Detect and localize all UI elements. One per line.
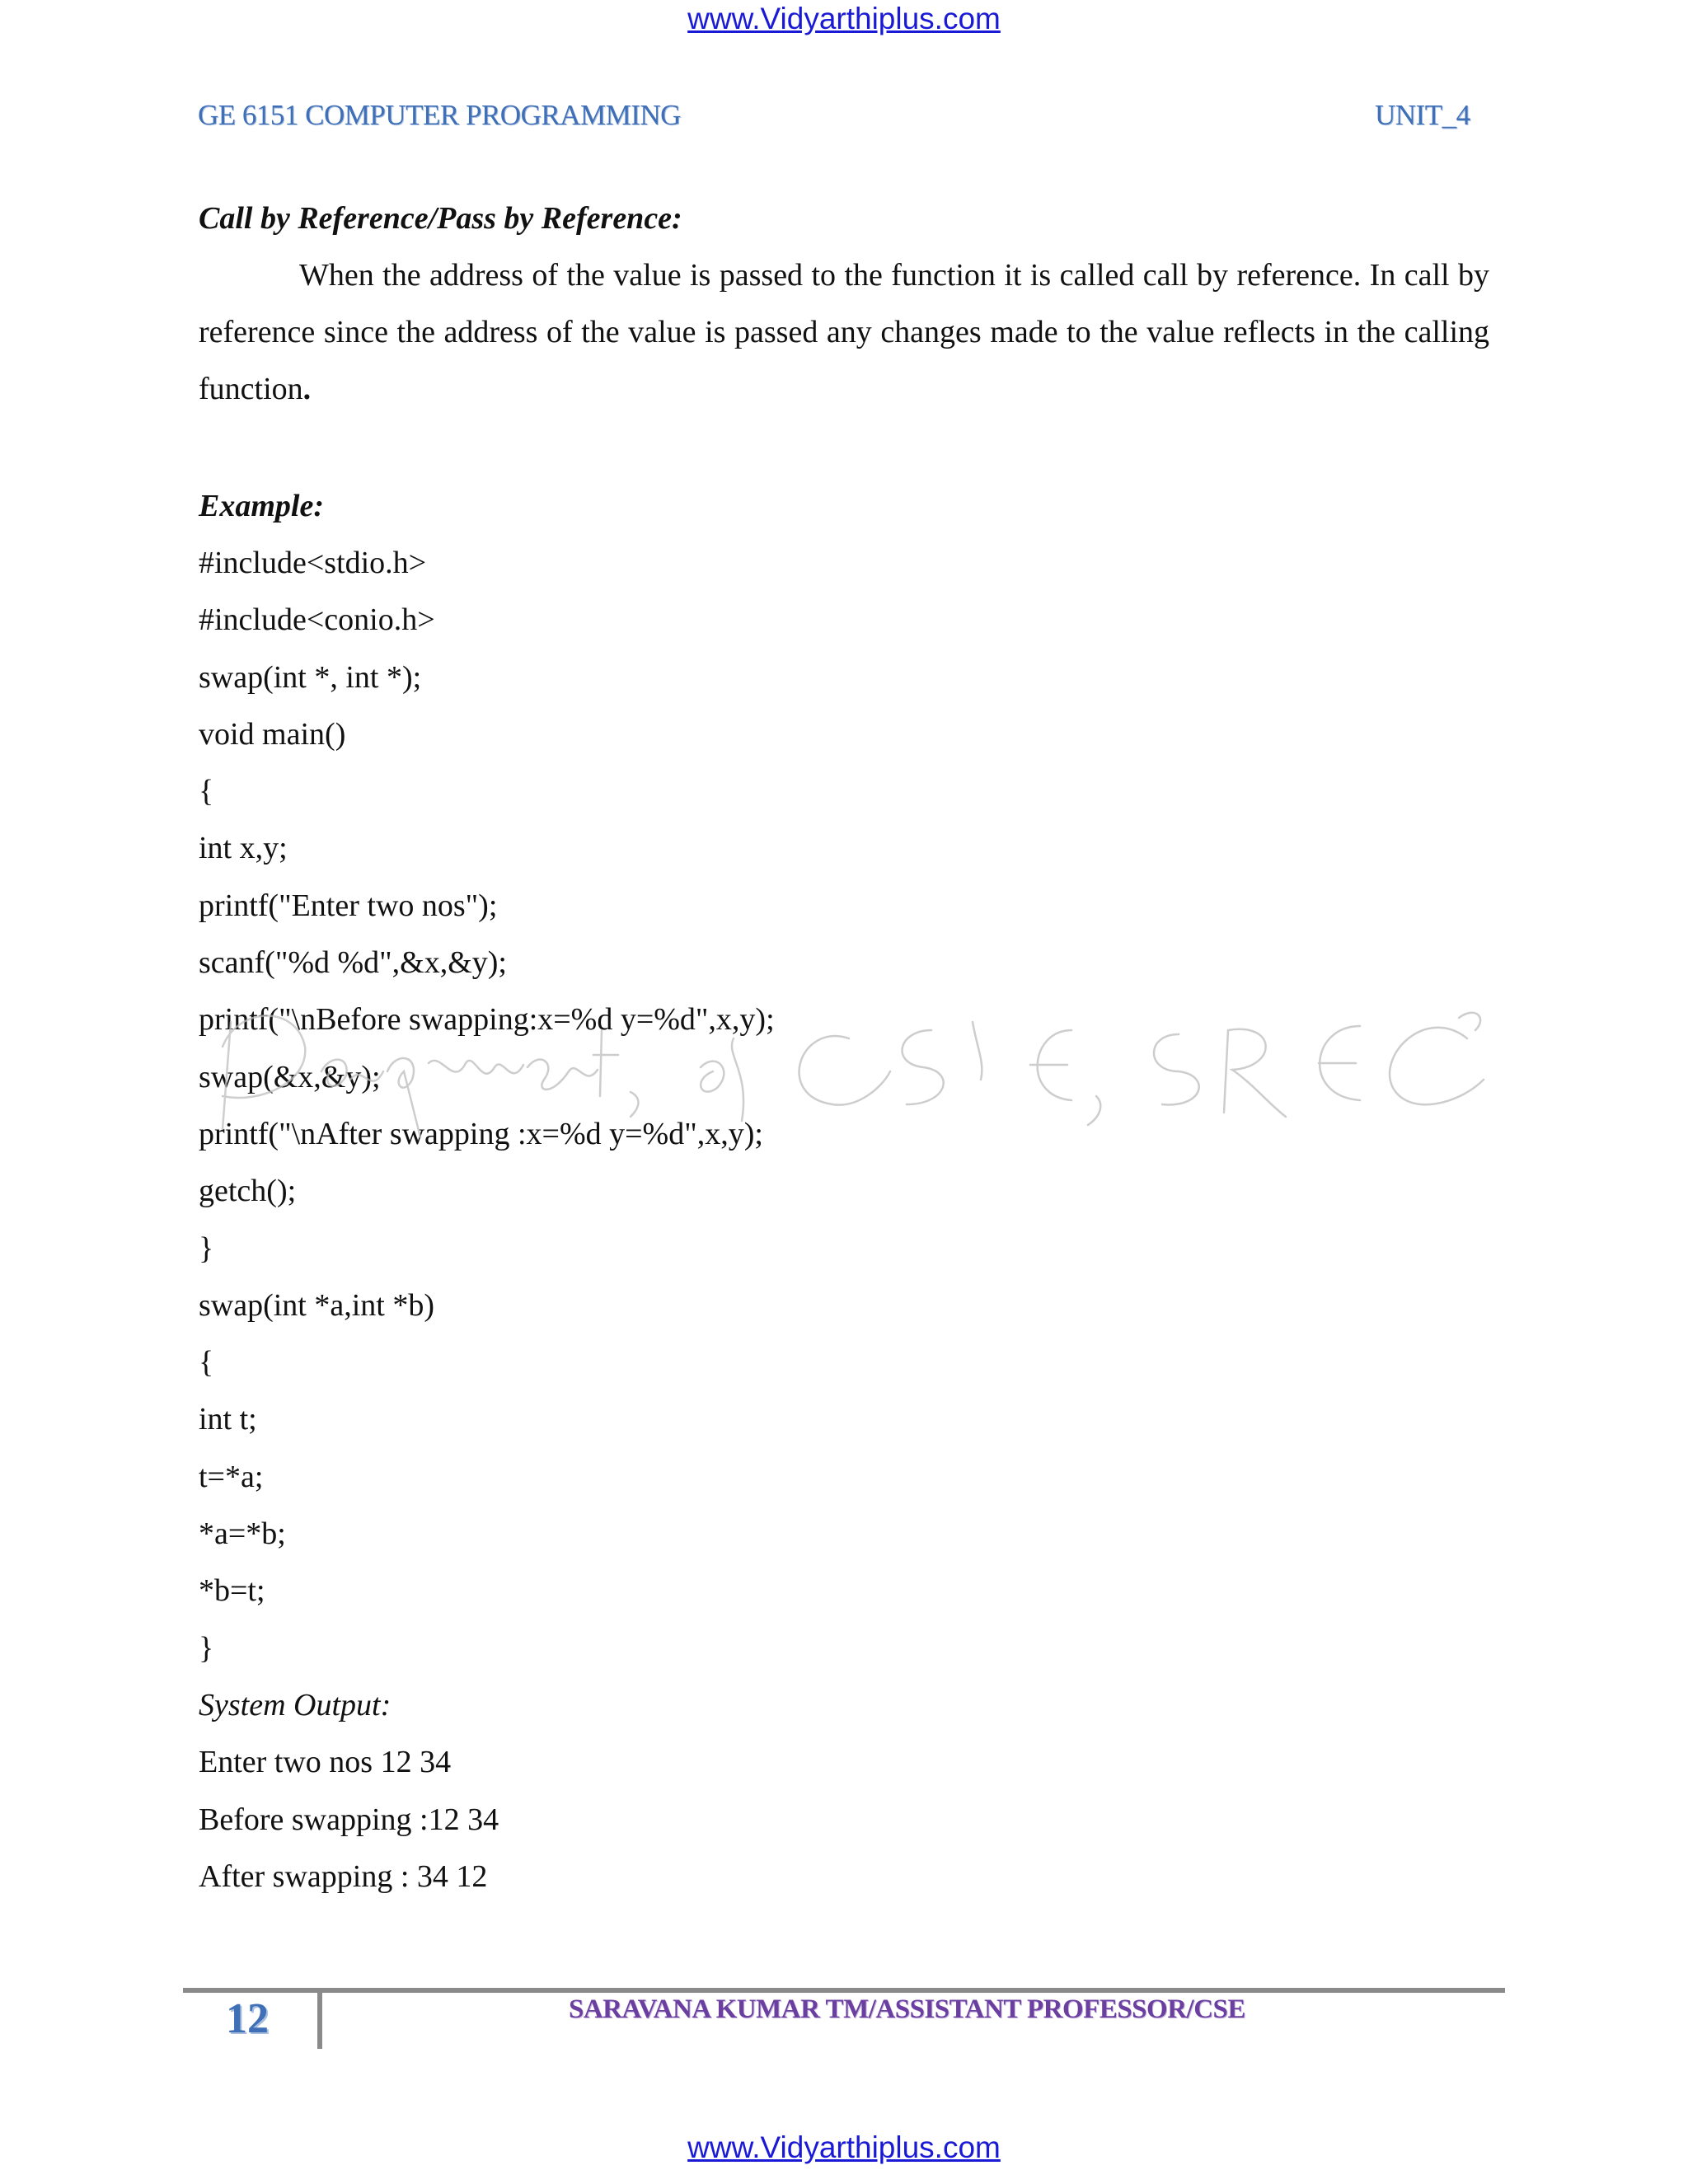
code-line: #include<conio.h> [199, 602, 435, 638]
code-line: } [199, 1630, 214, 1666]
output-line: Before swapping :12 34 [199, 1802, 499, 1837]
code-line: } [199, 1230, 214, 1266]
footer-author: SARAVANA KUMAR TM/ASSISTANT PROFESSOR/CSE [569, 1994, 1245, 2024]
site-link-top[interactable]: www.Vidyarthiplus.com [687, 2, 1001, 35]
section-heading: Call by Reference/Pass by Reference: [199, 201, 682, 236]
code-line: t=*a; [199, 1459, 264, 1494]
paragraph-end: . [302, 372, 312, 406]
page-content [199, 196, 1489, 1894]
code-line: printf("\nAfter swapping :x=%d y=%d",x,y); [199, 1116, 763, 1151]
output-line: After swapping : 34 12 [199, 1858, 488, 1894]
course-header: GE 6151 COMPUTER PROGRAMMING [198, 99, 681, 131]
paragraph-text: When the address of the value is passed to the function it is called call by reference. In call by reference since the address of the value is passed any changes made to the value reflects in the calling function [199, 258, 1489, 406]
unit-header: UNIT_4 [1375, 99, 1470, 131]
example-heading: Example: [199, 489, 324, 523]
footer-divider [317, 1993, 322, 2049]
code-line: swap(int *a,int *b) [199, 1287, 435, 1323]
code-line: printf("\nBefore swapping:x=%d y=%d",x,y); [199, 1002, 775, 1038]
code-line: void main() [199, 716, 346, 752]
code-line: int x,y; [199, 831, 288, 866]
section-paragraph [199, 241, 1489, 418]
code-line: swap(&x,&y); [199, 1059, 381, 1094]
code-line: #include<stdio.h> [199, 546, 427, 580]
output-line: Enter two nos 12 34 [199, 1745, 452, 1780]
code-line: getch(); [199, 1174, 297, 1209]
site-link-bottom[interactable]: www.Vidyarthiplus.com [687, 2130, 1001, 2164]
code-line: swap(int *, int *); [199, 659, 422, 695]
code-line: printf("Enter two nos"); [199, 888, 498, 923]
code-line: *a=*b; [199, 1516, 286, 1552]
code-line: scanf("%d %d",&x,&y); [199, 945, 507, 981]
code-line: int t; [199, 1402, 257, 1437]
output-heading: System Output: [199, 1687, 392, 1722]
code-line: *b=t; [199, 1573, 265, 1609]
page-number: 12 [226, 1995, 269, 2042]
footer-rule [183, 1988, 1505, 1993]
code-line: { [199, 774, 214, 809]
code-line: { [199, 1345, 214, 1380]
code-block [199, 541, 775, 1911]
